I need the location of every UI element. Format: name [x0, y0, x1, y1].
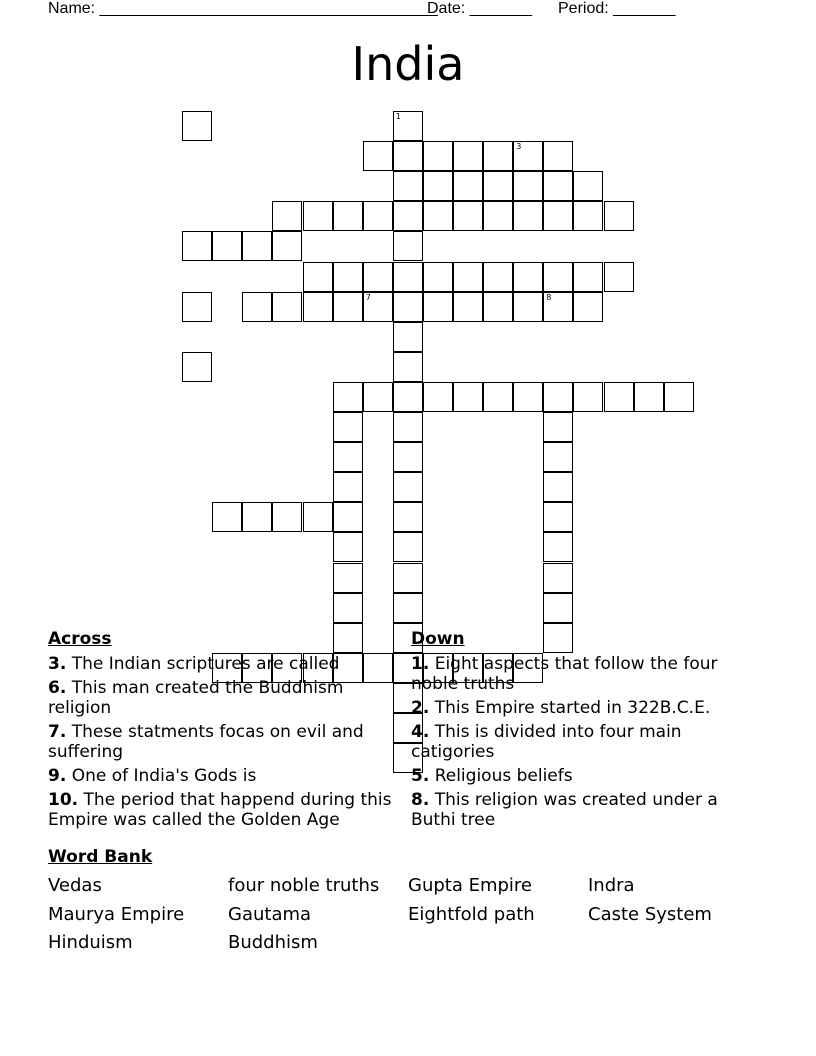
grid-cell[interactable] — [333, 502, 363, 532]
grid-cell[interactable] — [543, 442, 573, 472]
grid-cell[interactable] — [453, 262, 483, 292]
grid-cell[interactable] — [573, 201, 603, 231]
grid-cell[interactable] — [303, 292, 333, 322]
grid-cell[interactable] — [573, 382, 603, 412]
down-heading: Down — [411, 629, 465, 649]
clue-item — [411, 654, 751, 694]
grid-cell[interactable] — [513, 262, 543, 292]
grid-cell[interactable] — [483, 141, 513, 171]
word-bank — [48, 872, 768, 958]
grid-cell[interactable] — [272, 502, 302, 532]
clue-num: 3. — [48, 654, 67, 674]
grid-cell[interactable] — [393, 502, 423, 532]
grid-cell[interactable] — [513, 382, 543, 412]
word-bank-item: Gupta Empire — [408, 875, 533, 896]
grid-cell[interactable] — [423, 382, 453, 412]
word-bank-item: Gautama — [228, 903, 312, 925]
grid-cell[interactable] — [393, 472, 423, 502]
grid-cell[interactable] — [513, 141, 543, 171]
grid-cell[interactable] — [363, 382, 393, 412]
grid-cell[interactable] — [423, 201, 453, 231]
grid-cell[interactable] — [333, 563, 363, 593]
grid-cell[interactable] — [513, 201, 543, 231]
clue-item — [411, 766, 751, 786]
date-field[interactable]: Date: _______ — [427, 0, 532, 17]
clue-item — [48, 722, 398, 762]
clue-text: The period that happend during this Empire was called the Golden Age — [48, 790, 392, 830]
grid-cell[interactable] — [393, 532, 423, 562]
grid-cell[interactable] — [543, 472, 573, 502]
grid-cell[interactable] — [423, 141, 453, 171]
grid-cell[interactable] — [393, 563, 423, 593]
down-clues — [411, 629, 751, 834]
clue-item — [411, 790, 751, 830]
grid-cell[interactable] — [453, 292, 483, 322]
grid-cell[interactable] — [543, 201, 573, 231]
clue-num: 2. — [411, 698, 430, 718]
word-bank-heading: Word Bank — [48, 847, 153, 867]
grid-cell[interactable] — [393, 141, 423, 171]
grid-cell[interactable] — [393, 412, 423, 442]
clue-text: One of India's Gods is — [71, 766, 257, 786]
clue-number: 7 — [365, 292, 371, 302]
grid-cell[interactable] — [664, 382, 694, 412]
grid-cell[interactable] — [453, 201, 483, 231]
grid-cell[interactable] — [573, 292, 603, 322]
grid-cell[interactable] — [272, 292, 302, 322]
grid-cell[interactable] — [272, 231, 302, 261]
clue-num: 5. — [411, 766, 430, 786]
grid-cell[interactable] — [242, 292, 272, 322]
grid-cell[interactable] — [333, 593, 363, 623]
grid-cell[interactable] — [333, 201, 363, 231]
grid-cell[interactable] — [393, 322, 423, 352]
word-bank-item: four noble truths — [228, 875, 380, 896]
clue-item — [48, 678, 398, 718]
clue-num: 9. — [48, 766, 67, 786]
clue-item — [48, 766, 398, 786]
grid-cell[interactable] — [393, 292, 423, 322]
clue-number: 1 — [395, 112, 401, 121]
grid-cell[interactable] — [423, 292, 453, 322]
grid-cell[interactable] — [604, 201, 634, 231]
grid-cell[interactable] — [333, 532, 363, 562]
grid-cell[interactable] — [573, 171, 603, 201]
clue-item — [411, 722, 751, 762]
page-title: India — [351, 37, 465, 91]
grid-cell[interactable] — [333, 412, 363, 442]
clue-num: 10. — [48, 790, 79, 810]
grid-cell[interactable] — [182, 231, 212, 261]
grid-cell[interactable] — [513, 171, 543, 201]
grid-cell[interactable] — [543, 502, 573, 532]
grid-cell[interactable] — [423, 171, 453, 201]
grid-cell[interactable] — [483, 262, 513, 292]
grid-cell[interactable] — [333, 292, 363, 322]
grid-cell[interactable] — [333, 382, 363, 412]
grid-cell[interactable] — [182, 111, 212, 141]
grid-cell[interactable] — [303, 201, 333, 231]
grid-cell[interactable] — [272, 201, 302, 231]
clue-item — [411, 698, 751, 718]
grid-cell[interactable] — [423, 262, 453, 292]
across-heading: Across — [48, 629, 112, 649]
clue-text: Religious beliefs — [434, 766, 573, 786]
clue-text: Eight aspects that follow the four noble truths — [411, 654, 718, 694]
grid-cell[interactable] — [543, 141, 573, 171]
grid-cell[interactable] — [453, 171, 483, 201]
grid-cell[interactable] — [212, 502, 242, 532]
grid-cell[interactable] — [363, 201, 393, 231]
grid-cell[interactable] — [393, 231, 423, 261]
grid-cell[interactable] — [604, 262, 634, 292]
word-bank-item: Eightfold path — [408, 903, 535, 925]
grid-cell[interactable] — [634, 382, 664, 412]
grid-cell[interactable] — [483, 201, 513, 231]
grid-cell[interactable] — [393, 262, 423, 292]
clue-text: This is divided into four main catigories — [411, 722, 682, 762]
clue-num: 1. — [411, 654, 430, 674]
grid-cell[interactable] — [393, 171, 423, 201]
grid-cell[interactable] — [543, 412, 573, 442]
grid-cell[interactable] — [333, 472, 363, 502]
grid-cell[interactable] — [453, 141, 483, 171]
grid-cell[interactable] — [573, 262, 603, 292]
clue-text: This Empire started in 322B.C.E. — [434, 698, 711, 718]
grid-cell[interactable] — [333, 442, 363, 472]
grid-cell[interactable] — [303, 502, 333, 532]
grid-cell[interactable] — [242, 231, 272, 261]
grid-cell[interactable] — [483, 171, 513, 201]
grid-cell[interactable] — [543, 563, 573, 593]
grid-cell[interactable] — [483, 382, 513, 412]
grid-cell[interactable] — [543, 171, 573, 201]
word-bank-item: Hinduism — [48, 932, 133, 953]
clue-item — [48, 790, 398, 830]
grid-cell[interactable] — [393, 201, 423, 231]
grid-cell[interactable] — [604, 382, 634, 412]
word-bank-item: Caste System — [588, 903, 712, 925]
grid-cell[interactable] — [363, 262, 393, 292]
clue-text: This religion was created under a Buthi tree — [411, 790, 718, 830]
word-bank-item: Vedas — [48, 875, 102, 896]
grid-cell[interactable] — [483, 292, 513, 322]
grid-cell[interactable] — [363, 292, 393, 322]
grid-cell[interactable] — [393, 352, 423, 382]
clue-num: 6. — [48, 678, 67, 698]
grid-cell[interactable] — [212, 231, 242, 261]
name-field[interactable]: Name: ______________________________________ — [48, 0, 438, 17]
grid-cell[interactable] — [182, 352, 212, 382]
grid-cell[interactable] — [303, 262, 333, 292]
grid-cell[interactable] — [543, 292, 573, 322]
clue-text: The Indian scriptures are called — [71, 654, 340, 674]
word-bank-item: Indra — [588, 875, 635, 896]
clue-item — [48, 654, 398, 674]
across-clues — [48, 629, 398, 834]
period-field[interactable]: Period: _______ — [558, 0, 676, 17]
grid-cell[interactable] — [393, 382, 423, 412]
grid-cell[interactable] — [543, 382, 573, 412]
grid-cell[interactable] — [182, 292, 212, 322]
clue-num: 4. — [411, 722, 430, 742]
clue-text: This man created the Buddhism religion — [48, 678, 344, 718]
clue-text: These statments focas on evil and suffering — [48, 722, 364, 762]
grid-cell[interactable] — [242, 502, 272, 532]
grid-cell[interactable] — [453, 382, 483, 412]
grid-cell[interactable] — [393, 593, 423, 623]
grid-cell[interactable] — [333, 262, 363, 292]
grid-cell[interactable] — [543, 262, 573, 292]
grid-cell[interactable] — [543, 593, 573, 623]
clue-number: 3 — [516, 142, 522, 152]
grid-cell[interactable] — [393, 111, 423, 141]
grid-cell[interactable] — [513, 292, 543, 322]
word-bank-item: Maurya Empire — [48, 903, 185, 925]
word-bank-item: Buddhism — [228, 932, 318, 953]
clue-number: 8 — [546, 292, 552, 302]
grid-cell[interactable] — [543, 532, 573, 562]
grid-cell[interactable] — [363, 141, 393, 171]
clue-num: 7. — [48, 722, 67, 742]
grid-cell[interactable] — [393, 442, 423, 472]
clue-num: 8. — [411, 790, 430, 810]
